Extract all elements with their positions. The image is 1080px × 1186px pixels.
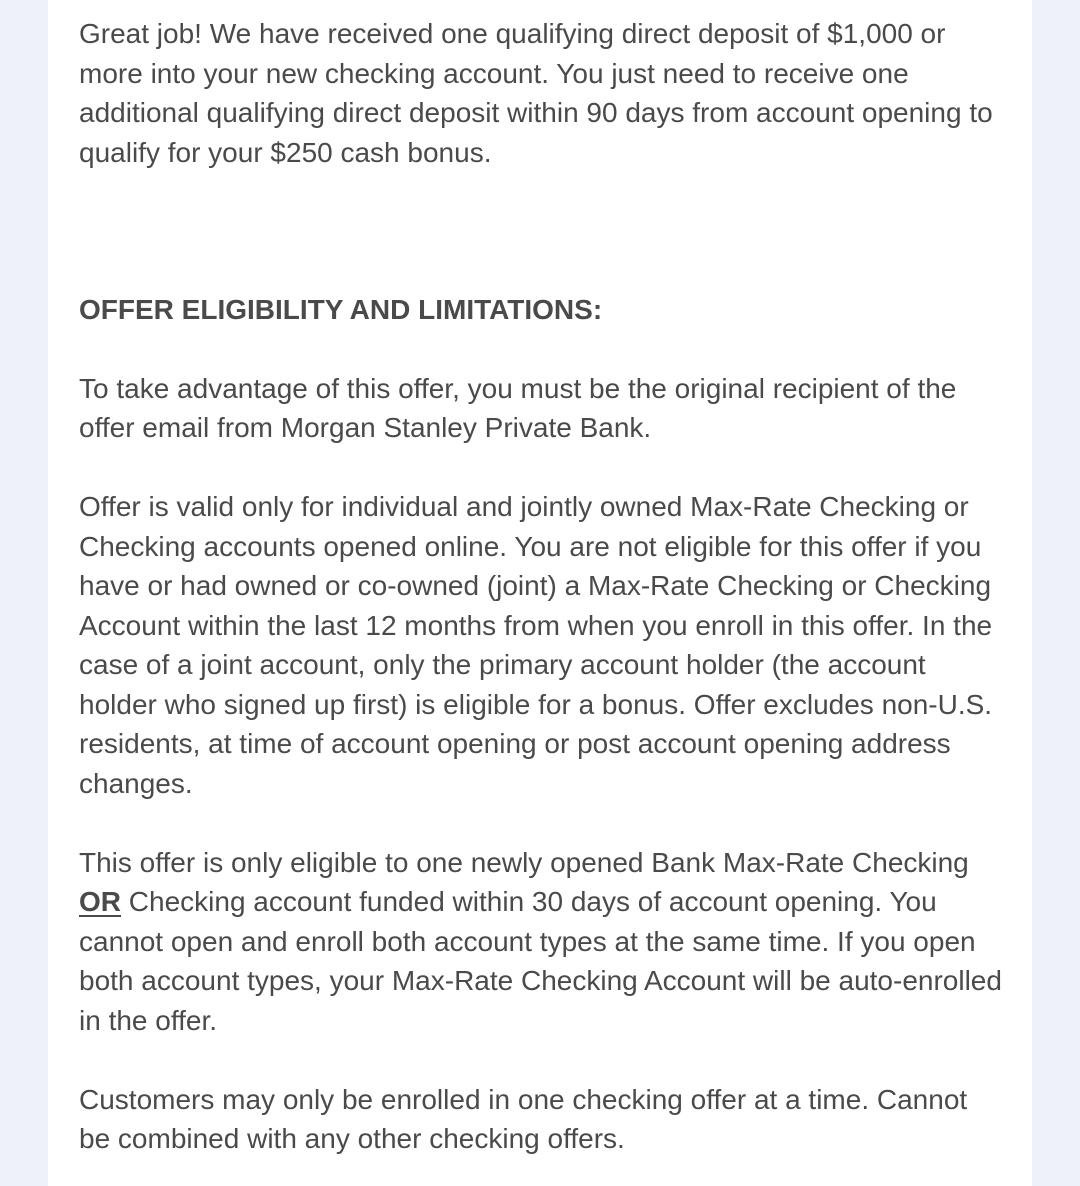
recipient-paragraph: To take advantage of this offer, you must be the original recipient of the offer email from Morgan Stanley Private Bank. — [79, 372, 957, 443]
or-emphasis: OR — [79, 886, 121, 917]
one-account-text-before: This offer is only eligible to one newly opened Bank Max-Rate Checking — [79, 846, 969, 878]
validity-paragraph: Offer is valid only for individual and jointly owned Max-Rate Checking or Checking accounts opened online. You are not eligible for this offer if you have or had owned or co-owned (joint) a Max-Rate Checking or Checking Account within the last 12 months from when you enroll in this offer. In the case of a joint account, only the primary account holder (the account holder who signed up first) is eligible for a bonus. Offer excludes non-U.S. residents, at time of account opening or post account opening address changes. — [79, 491, 993, 799]
one-offer-paragraph: Customers may only be enrolled in one checking offer at a time. Cannot be combined with any other checking offers. — [79, 1083, 968, 1154]
email-body — [79, 14, 1004, 1159]
eligibility-heading: OFFER ELIGIBILITY AND LIMITATIONS: — [79, 294, 603, 325]
email-card — [48, 0, 1032, 1186]
one-account-text-after: Checking account funded within 30 days of account opening. You cannot open and enroll both account types at the same time. If you open both account types, your Max-Rate Checking Account will be auto-enrolled in the offer. — [79, 886, 1002, 1036]
intro-paragraph: Great job! We have received one qualifying direct deposit of $1,000 or more into your new checking account. You just need to receive one additional qualifying direct deposit within 90 days from account opening to qualify for your $250 cash bonus. — [79, 18, 993, 168]
one-account-paragraph — [79, 843, 1004, 1041]
